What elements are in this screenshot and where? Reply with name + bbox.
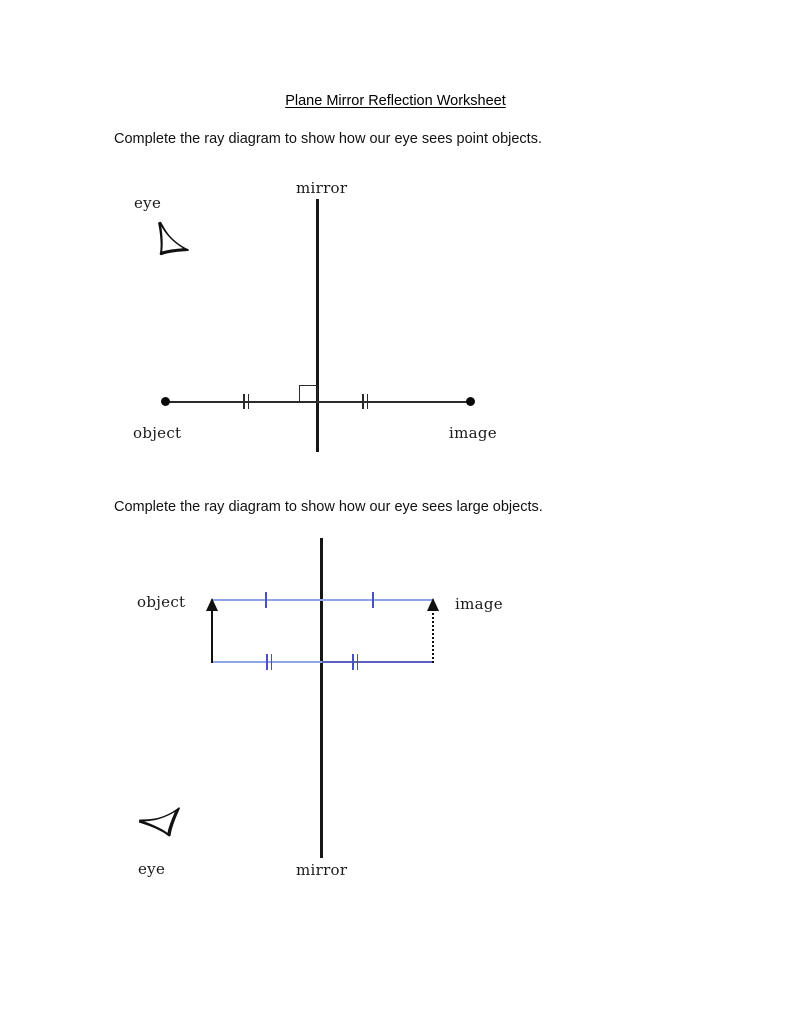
eye-label-2: eye [138,860,166,878]
tick-bottom-object-side-a [266,654,268,670]
image-label-2: image [455,595,503,613]
tick-bottom-image-side-a [352,654,354,670]
image-arrow-head-icon [427,598,439,611]
object-arrow-shaft [211,608,213,663]
construction-line-top-object-side [211,599,323,601]
image-label-1: image [449,424,497,442]
instruction-point-objects: Complete the ray diagram to show how our eye sees point objects. [114,131,542,147]
instruction-large-objects: Complete the ray diagram to show how our eye sees large objects. [114,499,543,515]
tick-top-object-side [265,592,267,608]
tick-bottom-object-side-b [271,654,273,670]
mirror-label-1: mirror [296,179,348,197]
construction-line-bottom-image-side [322,661,434,663]
mirror-label-2: mirror [296,861,348,879]
image-arrow-shaft [432,608,434,663]
object-arrow-head-icon [206,598,218,611]
tick-bottom-image-side-b [357,654,359,670]
eye-icon [133,786,198,850]
eye-label-1: eye [134,194,162,212]
tick-top-image-side [372,592,374,608]
mirror-line-2 [320,538,323,858]
construction-line-top-image-side [322,599,434,601]
page-title-text: Plane Mirror Reflection Worksheet [285,93,506,109]
object-label-1: object [133,424,182,442]
object-label-2: object [137,593,186,611]
